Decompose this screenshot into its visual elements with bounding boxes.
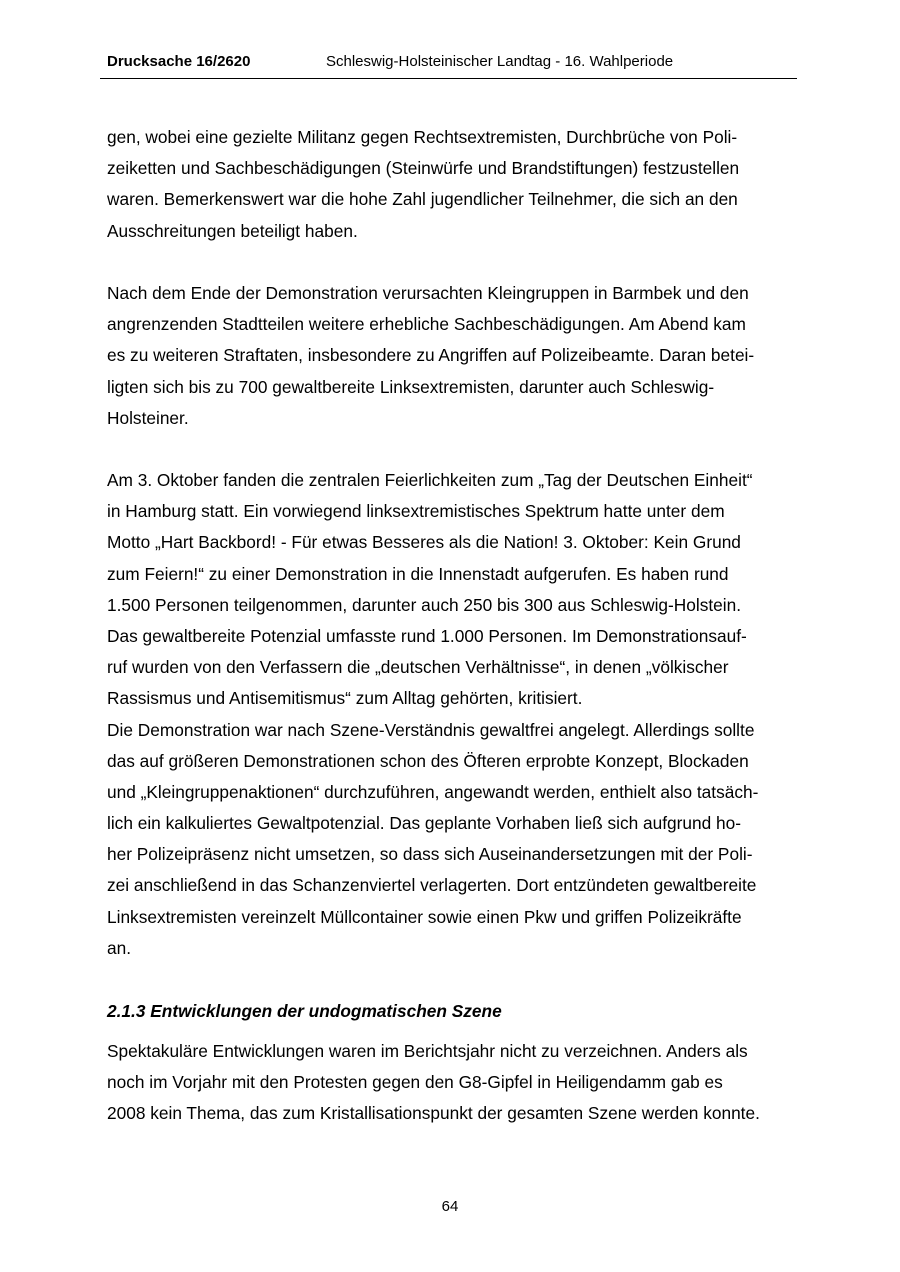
paragraph-1 xyxy=(107,122,739,247)
text-line: es zu weiteren Straftaten, insbesondere zu Angriffen auf Polizeibeamte. Daran betei- xyxy=(107,345,755,366)
text-line: und „Kleingruppenaktionen“ durchzuführen, angewandt werden, enthielt also tatsäch- xyxy=(107,781,759,802)
text-line: Motto „Hart Backbord! - Für etwas Besseres als die Nation! 3. Oktober: Kein Grund xyxy=(107,532,741,553)
paragraph-2 xyxy=(107,278,754,434)
text-line: Ausschreitungen beteiligt haben. xyxy=(107,220,358,241)
page-header xyxy=(100,52,797,79)
text-line: das auf größeren Demonstrationen schon des Öfteren erprobte Konzept, Blockaden xyxy=(107,750,749,771)
text-line: ligten sich bis zu 700 gewaltbereite Linksextremisten, darunter auch Schleswig- xyxy=(107,376,715,397)
text-line: 1.500 Personen teilgenommen, darunter auch 250 bis 300 aus Schleswig-Holstein. xyxy=(107,594,742,615)
text-line: an. xyxy=(107,937,132,958)
parliament-title: Schleswig-Holsteinischer Landtag - 16. Wahlperiode xyxy=(326,53,674,70)
text-line: Nach dem Ende der Demonstration verursachten Kleingruppen in Barmbek und den xyxy=(107,283,749,303)
text-line: waren. Bemerkenswert war die hohe Zahl jugendlicher Teilnehmer, die sich an den xyxy=(107,189,738,210)
document-number: Drucksache 16/2620 xyxy=(107,53,251,70)
text-line: Spektakuläre Entwicklungen waren im Berichtsjahr nicht zu verzeichnen. Anders als xyxy=(107,1041,748,1061)
text-line: Holsteiner. xyxy=(107,407,189,428)
text-line: Rassismus und Antisemitismus“ zum Alltag gehörten, kritisiert. xyxy=(107,688,583,709)
text-line: her Polizeipräsenz nicht umsetzen, so dass sich Auseinandersetzungen mit der Poli- xyxy=(107,844,753,865)
text-line: zum Feiern!“ zu einer Demonstration in die Innenstadt aufgerufen. Es haben rund xyxy=(107,563,729,584)
text-line: ruf wurden von den Verfassern die „deutschen Verhältnisse“, in denen „völkischer xyxy=(107,657,729,678)
text-line: Das gewaltbereite Potenzial umfasste rund 1.000 Personen. Im Demonstrationsauf- xyxy=(107,625,747,646)
text-line: 2008 kein Thema, das zum Kristallisationspunkt der gesamten Szene werden konnte. xyxy=(107,1103,760,1124)
paragraph-3 xyxy=(107,465,758,964)
section-heading: 2.1.3 Entwicklungen der undogmatischen Szene xyxy=(107,1001,502,1021)
section-paragraph xyxy=(107,1036,760,1130)
page-number: 64 xyxy=(441,1198,459,1215)
text-line: angrenzenden Stadtteilen weitere erhebliche Sachbeschädigungen. Am Abend kam xyxy=(107,314,746,335)
text-line: zei anschließend in das Schanzenviertel verlagerten. Dort entzündeten gewaltbereite xyxy=(107,875,757,896)
text-line: zeiketten und Sachbeschädigungen (Steinwürfe und Brandstiftungen) festzustellen xyxy=(107,158,740,179)
text-line: gen, wobei eine gezielte Militanz gegen Rechtsextremisten, Durchbrüche von Poli- xyxy=(107,127,738,147)
text-line: in Hamburg statt. Ein vorwiegend linksextremistisches Spektrum hatte unter dem xyxy=(107,501,725,522)
text-line: Die Demonstration war nach Szene-Verständnis gewaltfrei angelegt. Allerdings sollte xyxy=(107,719,755,740)
text-line: Am 3. Oktober fanden die zentralen Feierlichkeiten zum „Tag der Deutschen Einheit“ xyxy=(107,470,753,490)
text-line: noch im Vorjahr mit den Protesten gegen den G8-Gipfel in Heiligendamm gab es xyxy=(107,1072,723,1093)
text-line: Linksextremisten vereinzelt Müllcontainer sowie einen Pkw und griffen Polizeikräfte xyxy=(107,906,742,927)
text-line: lich ein kalkuliertes Gewaltpotenzial. Das geplante Vorhaben ließ sich aufgrund ho- xyxy=(107,813,742,834)
